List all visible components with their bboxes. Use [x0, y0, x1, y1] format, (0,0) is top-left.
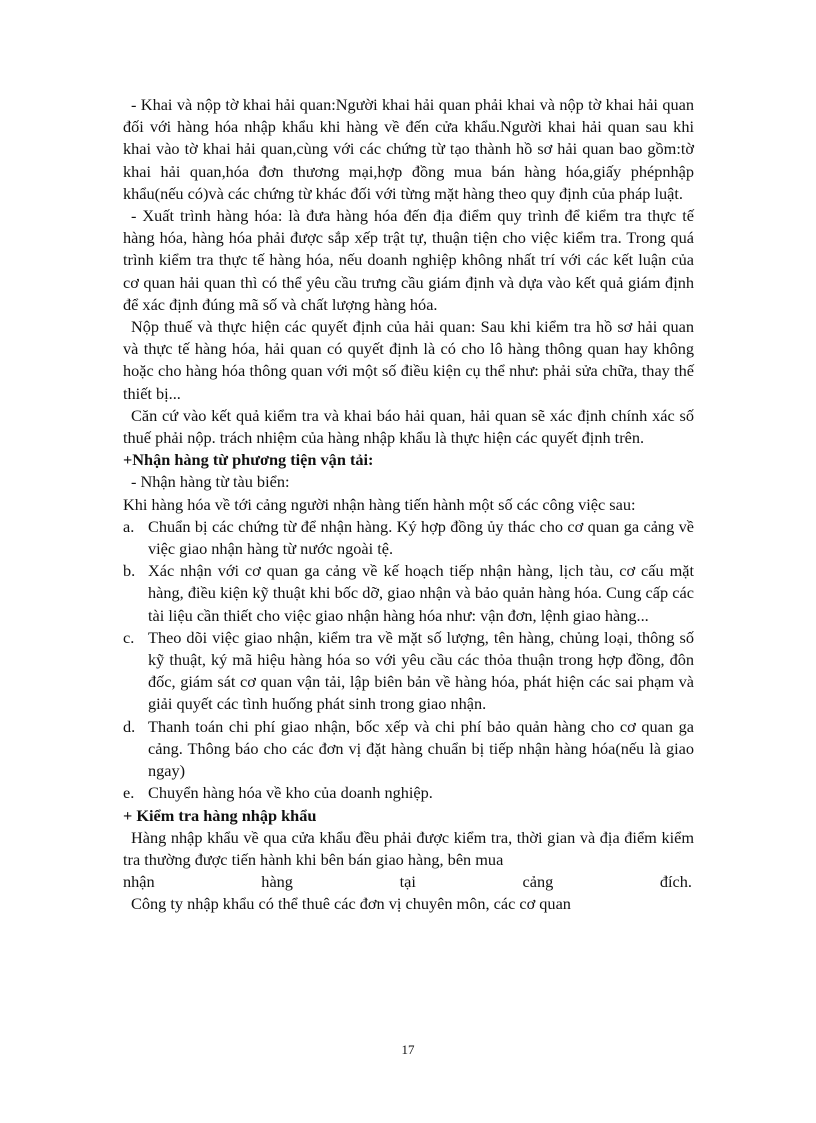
list-item-text: Xác nhận với cơ quan ga cảng về kế hoạch tiếp nhận hàng, lịch tàu, cơ cấu mặt hàng, điều kiện kỹ thuật khi bốc dỡ, giao nhận và bảo quản hàng hóa. Cung cấp các tài liệu cần thiết cho việc giao nhận hàng hóa như: vận đơn, lệnh giao hàng...	[148, 561, 694, 625]
paragraph-goods-presentation: - Xuất trình hàng hóa: là đưa hàng hóa đến địa điểm quy trình để kiểm tra thực tế hàng hóa, hàng hóa phải được sắp xếp trật tự, thuận tiện cho việc kiểm tra. Trong quá trình kiểm tra thực tế hàng hóa, nếu doanh nghiệp không nhất trí với các kết luận của cơ quan hải quan thì có thể yêu cầu trưng cầu giám định và dựa vào kết quả giám định để xác định đúng mã số và chất lượng hàng hóa.	[123, 206, 694, 314]
word: cảng	[522, 872, 554, 892]
list-item-text: Thanh toán chi phí giao nhận, bốc xếp và chi phí bảo quản hàng cho cơ quan ga cảng. Thông báo cho các đơn vị đặt hàng chuẩn bị tiếp nhận hàng hóa(nếu là giao ngay)	[148, 716, 694, 781]
list-item	[123, 560, 694, 627]
list-item	[123, 782, 694, 804]
list-marker: d.	[123, 716, 136, 736]
heading-inspect-imports: + Kiểm tra hàng nhập khẩu	[123, 805, 317, 825]
list-item-text: Theo dõi việc giao nhận, kiểm tra về mặt số lượng, tên hàng, chủng loại, thông số kỹ thuật, ký mã hiệu hàng hóa so với yêu cầu các thỏa thuận trong hợp đồng, đôn đốc, giám sát cơ quan vận tải, lập biên bản về hàng hóa, phát hiện các sai phạm và giải quyết các tình huống phát sinh trong giao nhận.	[148, 627, 694, 714]
list-item-text: Chuyển hàng hóa về kho của doanh nghiệp.	[148, 783, 433, 803]
list-item	[123, 716, 694, 783]
paragraph-receive-from-ship: - Nhận hàng từ tàu biển:	[131, 472, 290, 492]
list-item	[123, 627, 694, 716]
heading-receive-goods: +Nhận hàng từ phương tiện vận tải:	[123, 450, 374, 470]
paragraph-port-tasks-intro: Khi hàng hóa về tới cảng người nhận hàng tiến hành một số các công việc sau:	[123, 494, 636, 514]
paragraph-inspection-last-line	[123, 871, 694, 893]
paragraph-inspection: Hàng nhập khẩu về qua cửa khẩu đều phải được kiểm tra, thời gian và địa điểm kiểm tra thường được tiến hành khi bên bán giao hàng, bên mua	[123, 827, 694, 869]
page-number: 17	[401, 1042, 415, 1057]
word: nhận	[123, 872, 155, 892]
list-marker: c.	[123, 627, 135, 647]
word: đích.	[659, 872, 692, 892]
word: tại	[399, 872, 416, 892]
paragraph-tax-payment: Nộp thuế và thực hiện các quyết định của hải quan: Sau khi kiểm tra hồ sơ hải quan và thực tế hàng hóa, hải quan có quyết định là có cho lô hàng thông quan hay không hoặc cho hàng hóa thông quan với một số điều kiện cụ thể như: phải sửa chữa, thay thế thiết bị...	[123, 317, 694, 403]
port-tasks-list	[123, 516, 694, 805]
list-marker: e.	[123, 783, 135, 803]
word: hàng	[261, 872, 293, 892]
list-marker: a.	[123, 516, 135, 536]
list-item	[123, 516, 694, 560]
paragraph-inspection-agencies: Công ty nhập khẩu có thể thuê các đơn vị chuyên môn, các cơ quan	[131, 894, 571, 914]
document-body	[123, 94, 694, 916]
list-marker: b.	[123, 561, 136, 581]
list-item-text: Chuẩn bị các chứng từ để nhận hàng. Ký hợp đồng ủy thác cho cơ quan ga cảng về việc giao nhận hàng từ nước ngoài tệ.	[148, 516, 694, 559]
paragraph-customs-declaration: - Khai và nộp tờ khai hải quan:Người khai hải quan phải khai và nộp tờ khai hải quan đối với hàng hóa nhập khẩu khi hàng về đến cửa khẩu.Người khai hải quan sau khi khai vào tờ khai hải quan,cùng với các chứng từ tạo thành hồ sơ hải quan bao gồm:tờ khai hải quan,hóa đơn thương mại,hợp đồng mua bán hàng hóa,giấy phépnhập khẩu(nếu có)và các chứng từ khác đối với từng mặt hàng theo quy định của pháp luật.	[123, 95, 694, 203]
paragraph-tax-determination: Căn cứ vào kết quả kiểm tra và khai báo hải quan, hải quan sẽ xác định chính xác số thuế phải nộp. trách nhiệm của hàng nhập khẩu là thực hiện các quyết định trên.	[123, 405, 694, 448]
